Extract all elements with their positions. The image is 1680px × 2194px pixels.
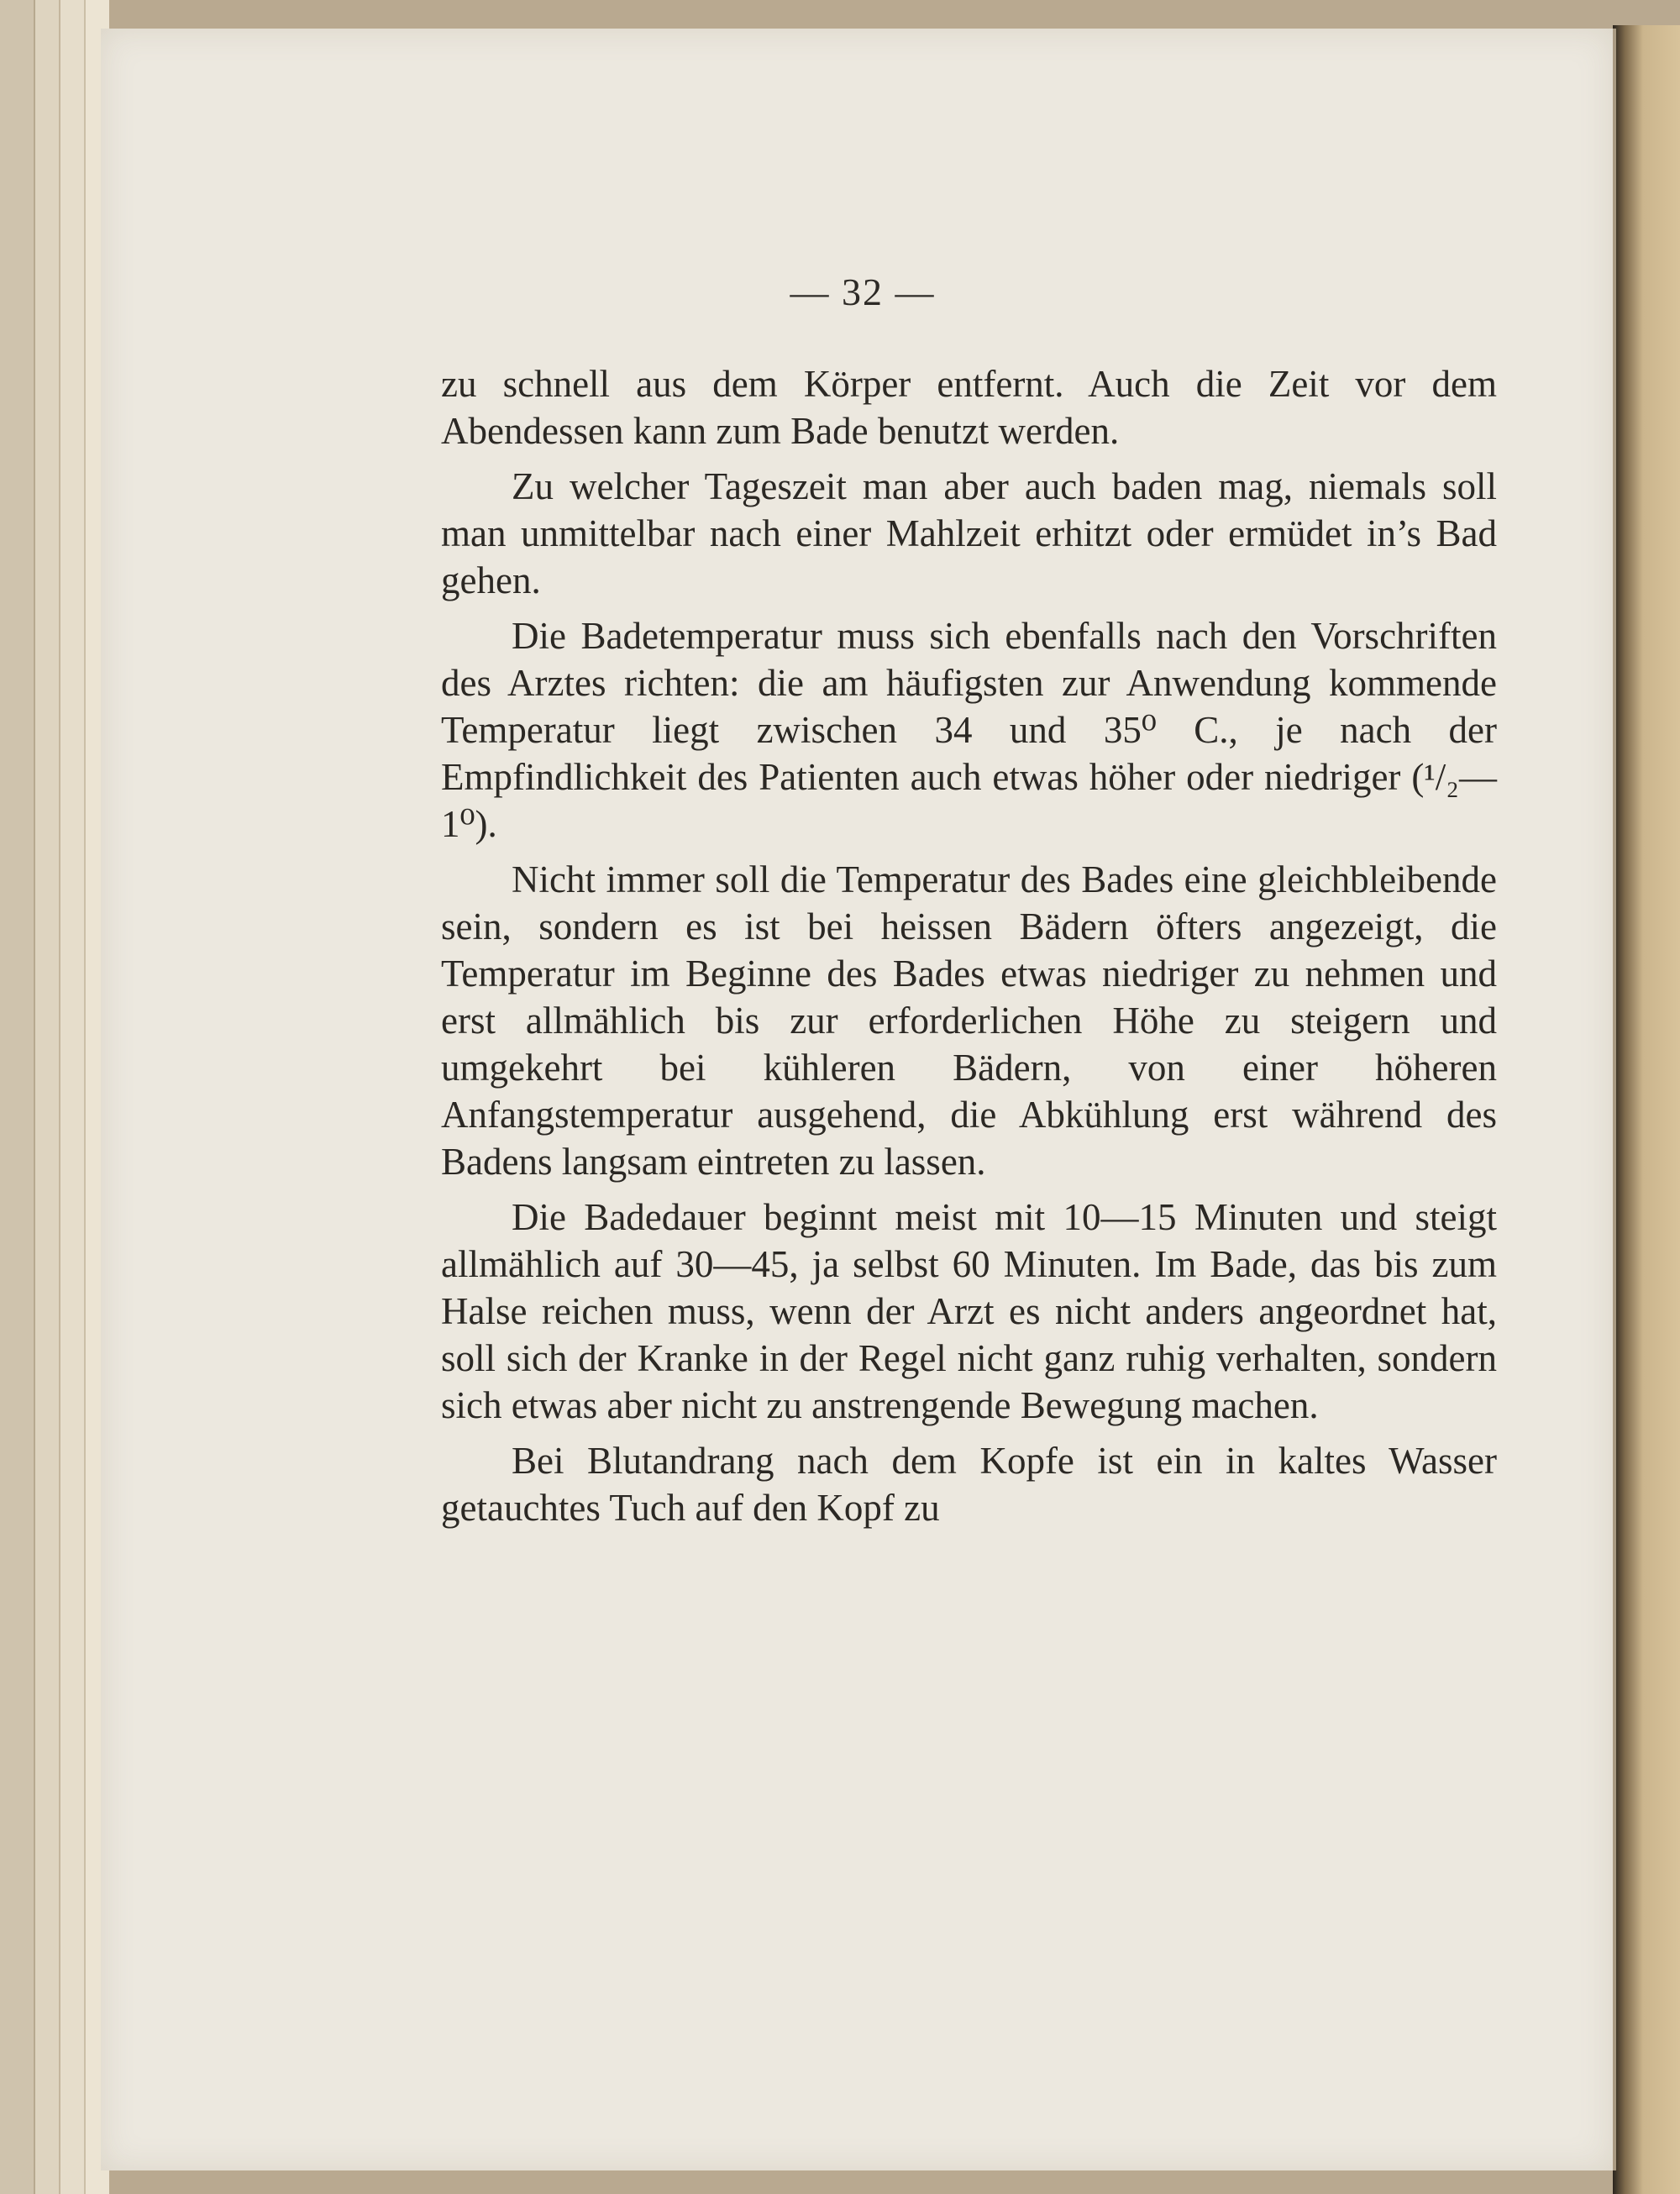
facing-page-edge bbox=[1613, 25, 1680, 2194]
page-edge bbox=[59, 0, 86, 2194]
page-edge-outer bbox=[0, 0, 34, 2194]
paragraph-tageszeit: Zu welcher Tageszeit man aber auch baden mag, niemals soll man unmittelbar nach einer Mahlzeit erhitzt oder ermüdet in’s Bad gehen. bbox=[441, 465, 1497, 601]
page-number: — 32 — bbox=[790, 270, 936, 313]
paragraph-blutandrang: Bei Blutandrang nach dem Kopfe ist ein in kaltes Wasser getauchtes Tuch auf den Kopf zu bbox=[441, 1440, 1497, 1529]
paragraph-badedauer: Die Badedauer beginnt meist mit 10—15 Minuten und steigt allmählich auf 30—45, ja selbst 60 Minuten. Im Bade, das bis zum Halse reichen muss, wenn der Arzt es nicht anders angeordnet hat, soll sich der Kranke in der Regel nicht ganz ruhig verhalten, sondern sich etwas aber nicht zu anstrengende Bewegung machen. bbox=[441, 1196, 1497, 1426]
page-text bbox=[441, 360, 1497, 1540]
paragraph-badetemperatur: Die Badetemperatur muss sich ebenfalls nach den Vorschriften des Arztes richten: die am häufigsten zur Anwendung kommende Temperatur liegt zwischen 34 und 35⁰ C., je nach der Empfindlichkeit des Patienten auch etwas höher oder niedriger (¹/₂—1⁰). bbox=[441, 615, 1497, 845]
paragraph-temperaturwechsel: Nicht immer soll die Temperatur des Bades eine gleichbleibende sein, sondern es ist bei heissen Bädern öfters angezeigt, die Temperatur im Beginne des Bades etwas niedriger zu nehmen und erst allmählich bis zur erforderlichen Höhe zu steigern und umgekehrt bei kühleren Bädern, von einer höheren Anfangstemperatur ausgehend, die Abkühlung erst während des Badens langsam eintreten zu lassen. bbox=[441, 858, 1497, 1183]
book-page bbox=[101, 29, 1616, 2170]
page-edge bbox=[34, 0, 60, 2194]
paragraph-continuation: zu schnell aus dem Körper entfernt. Auch die Zeit vor dem Abendessen kann zum Bade benutzt werden. bbox=[441, 363, 1497, 452]
